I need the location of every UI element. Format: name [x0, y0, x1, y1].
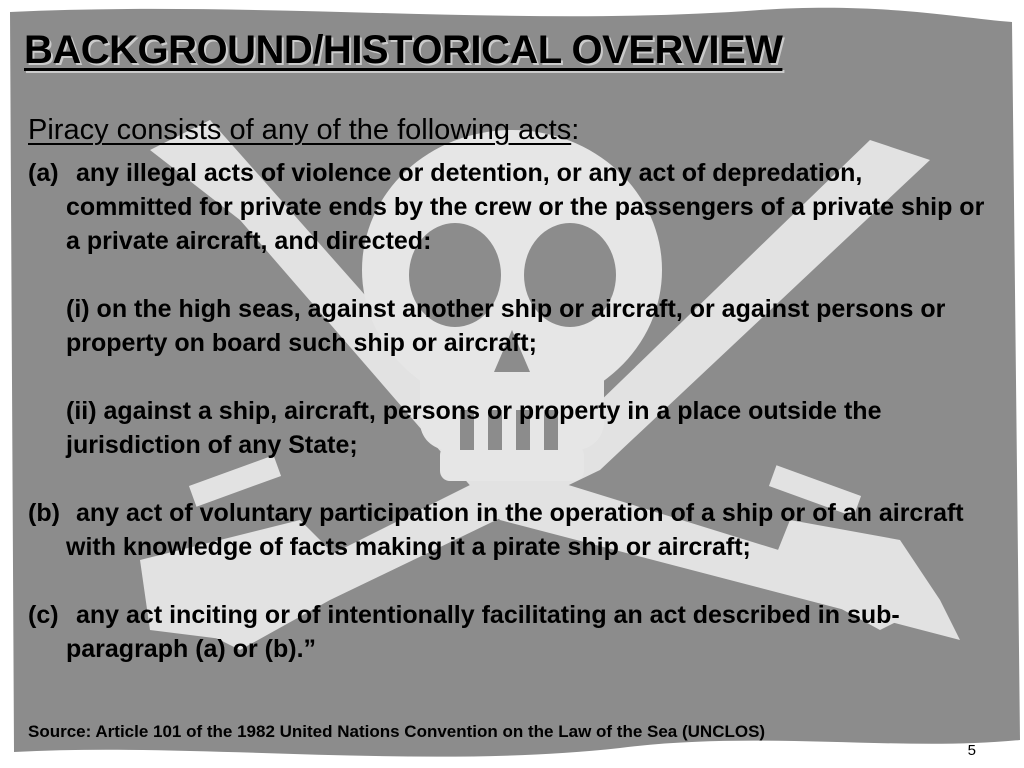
slide-number: 5 — [967, 742, 976, 759]
paragraph-a-label: (a) — [28, 159, 59, 187]
paragraph-c-text: any act inciting or of intentionally facilitating an act described in sub-paragraph (a) or (b).” — [66, 601, 900, 663]
intro-suffix: : — [571, 114, 580, 146]
paragraph-a-text: any illegal acts of violence or detention, or any act of depredation, committed for private ends by the crew or the passengers of a private ship or a private aircraft, and directed: — [66, 159, 985, 255]
source-citation: Source: Article 101 of the 1982 United Nations Convention on the Law of the Sea (UNCLOS) — [28, 722, 766, 741]
slide-title: BACKGROUND/HISTORICAL OVERVIEW — [24, 28, 783, 72]
intro-underlined: Piracy consists of any of the following acts — [28, 114, 572, 146]
paragraph-b — [28, 496, 988, 564]
paragraph-a-i: (i) on the high seas, against another ship or aircraft, or against persons or property on board such ship or aircraft; — [66, 295, 946, 357]
slide-body — [28, 110, 988, 700]
paragraph-c-label: (c) — [28, 601, 59, 629]
intro-line — [28, 110, 988, 150]
paragraph-c — [28, 598, 988, 666]
paragraph-b-label: (b) — [28, 499, 60, 527]
paragraph-a — [28, 156, 988, 258]
paragraph-a-ii: (ii) against a ship, aircraft, persons or property in a place outside the jurisdiction of any State; — [66, 397, 882, 459]
paragraph-b-text: any act of voluntary participation in the operation of a ship or of an aircraft with knowledge of facts making it a pirate ship or aircraft; — [66, 499, 964, 561]
